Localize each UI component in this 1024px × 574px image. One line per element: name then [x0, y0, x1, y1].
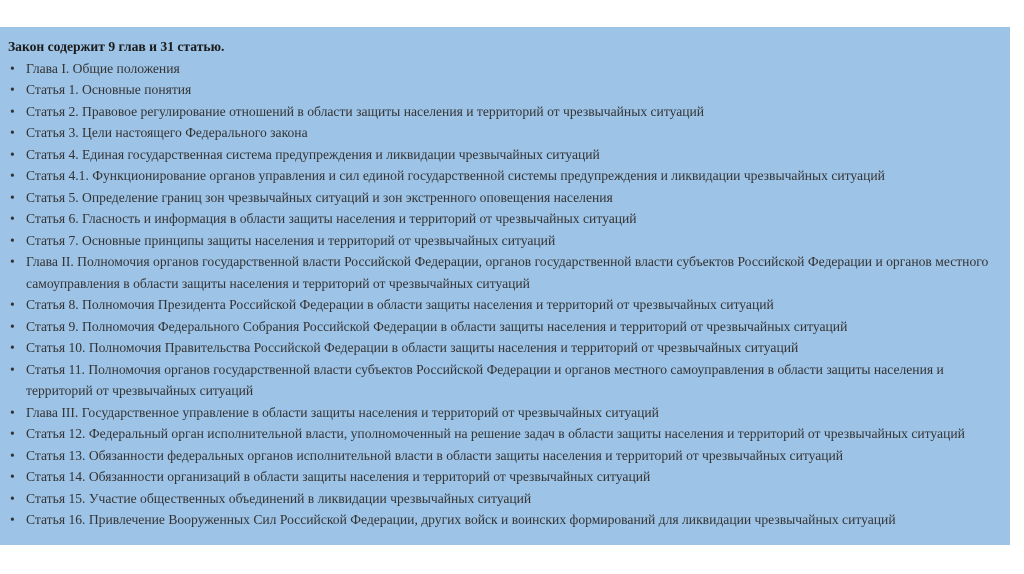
list-item: • Статья 15. Участие общественных объединений в ликвидации чрезвычайных ситуаций	[8, 488, 1008, 510]
list-item: • Статья 14. Обязанности организаций в области защиты населения и территорий от чрезвычайных ситуаций	[8, 466, 1008, 488]
list-item: • Статья 11. Полномочия органов государственной власти субъектов Российской Федерации и органов местного самоуправления в области защиты населения и территорий от чрезвычайных ситуаций	[8, 359, 1008, 402]
list-item: • Глава II. Полномочия органов государственной власти Российской Федерации, органов государственной власти субъектов Российской Федерации и органов местного самоуправления в области защиты населения и территорий от чрезвычайных ситуаций	[8, 251, 1008, 294]
list-item: • Статья 4.1. Функционирование органов управления и сил единой государственной системы предупреждения и ликвидации чрезвычайных ситуаций	[8, 165, 1008, 187]
list-item: • Статья 4. Единая государственная система предупреждения и ликвидации чрезвычайных ситуаций	[8, 144, 1008, 166]
list-item: • Статья 7. Основные принципы защиты населения и территорий от чрезвычайных ситуаций	[8, 230, 1008, 252]
list-item: • Статья 10. Полномочия Правительства Российской Федерации в области защиты населения и территорий от чрезвычайных ситуаций	[8, 337, 1008, 359]
list-item: • Статья 16. Привлечение Вооруженных Сил Российской Федерации, других войск и воинских формирований для ликвидации чрезвычайных ситуаций	[8, 509, 1008, 531]
list-item: • Глава III. Государственное управление в области защиты населения и территорий от чрезвычайных ситуаций	[8, 402, 1008, 424]
law-contents	[8, 36, 1008, 531]
list-item: • Статья 12. Федеральный орган исполнительной власти, уполномоченный на решение задач в области защиты населения и территорий от чрезвычайных ситуаций	[8, 423, 1008, 445]
list-item: • Статья 13. Обязанности федеральных органов исполнительной власти в области защиты населения и территорий от чрезвычайных ситуаций	[8, 445, 1008, 467]
content-panel	[0, 27, 1010, 545]
list-item: • Статья 2. Правовое регулирование отношений в области защиты населения и территорий от чрезвычайных ситуаций	[8, 101, 1008, 123]
list-item: • Статья 6. Гласность и информация в области защиты населения и территорий от чрезвычайных ситуаций	[8, 208, 1008, 230]
list-item: • Статья 5. Определение границ зон чрезвычайных ситуаций и зон экстренного оповещения населения	[8, 187, 1008, 209]
list-item: • Статья 8. Полномочия Президента Российской Федерации в области защиты населения и территорий от чрезвычайных ситуаций	[8, 294, 1008, 316]
list-item: • Статья 1. Основные понятия	[8, 79, 1008, 101]
list-item: • Глава I. Общие положения	[8, 58, 1008, 80]
law-summary-heading: Закон содержит 9 глав и 31 статью.	[8, 39, 225, 54]
list-item: • Статья 3. Цели настоящего Федерального закона	[8, 122, 1008, 144]
list-item: • Статья 9. Полномочия Федерального Собрания Российской Федерации в области защиты населения и территорий от чрезвычайных ситуаций	[8, 316, 1008, 338]
chapter-article-list	[8, 58, 1008, 531]
